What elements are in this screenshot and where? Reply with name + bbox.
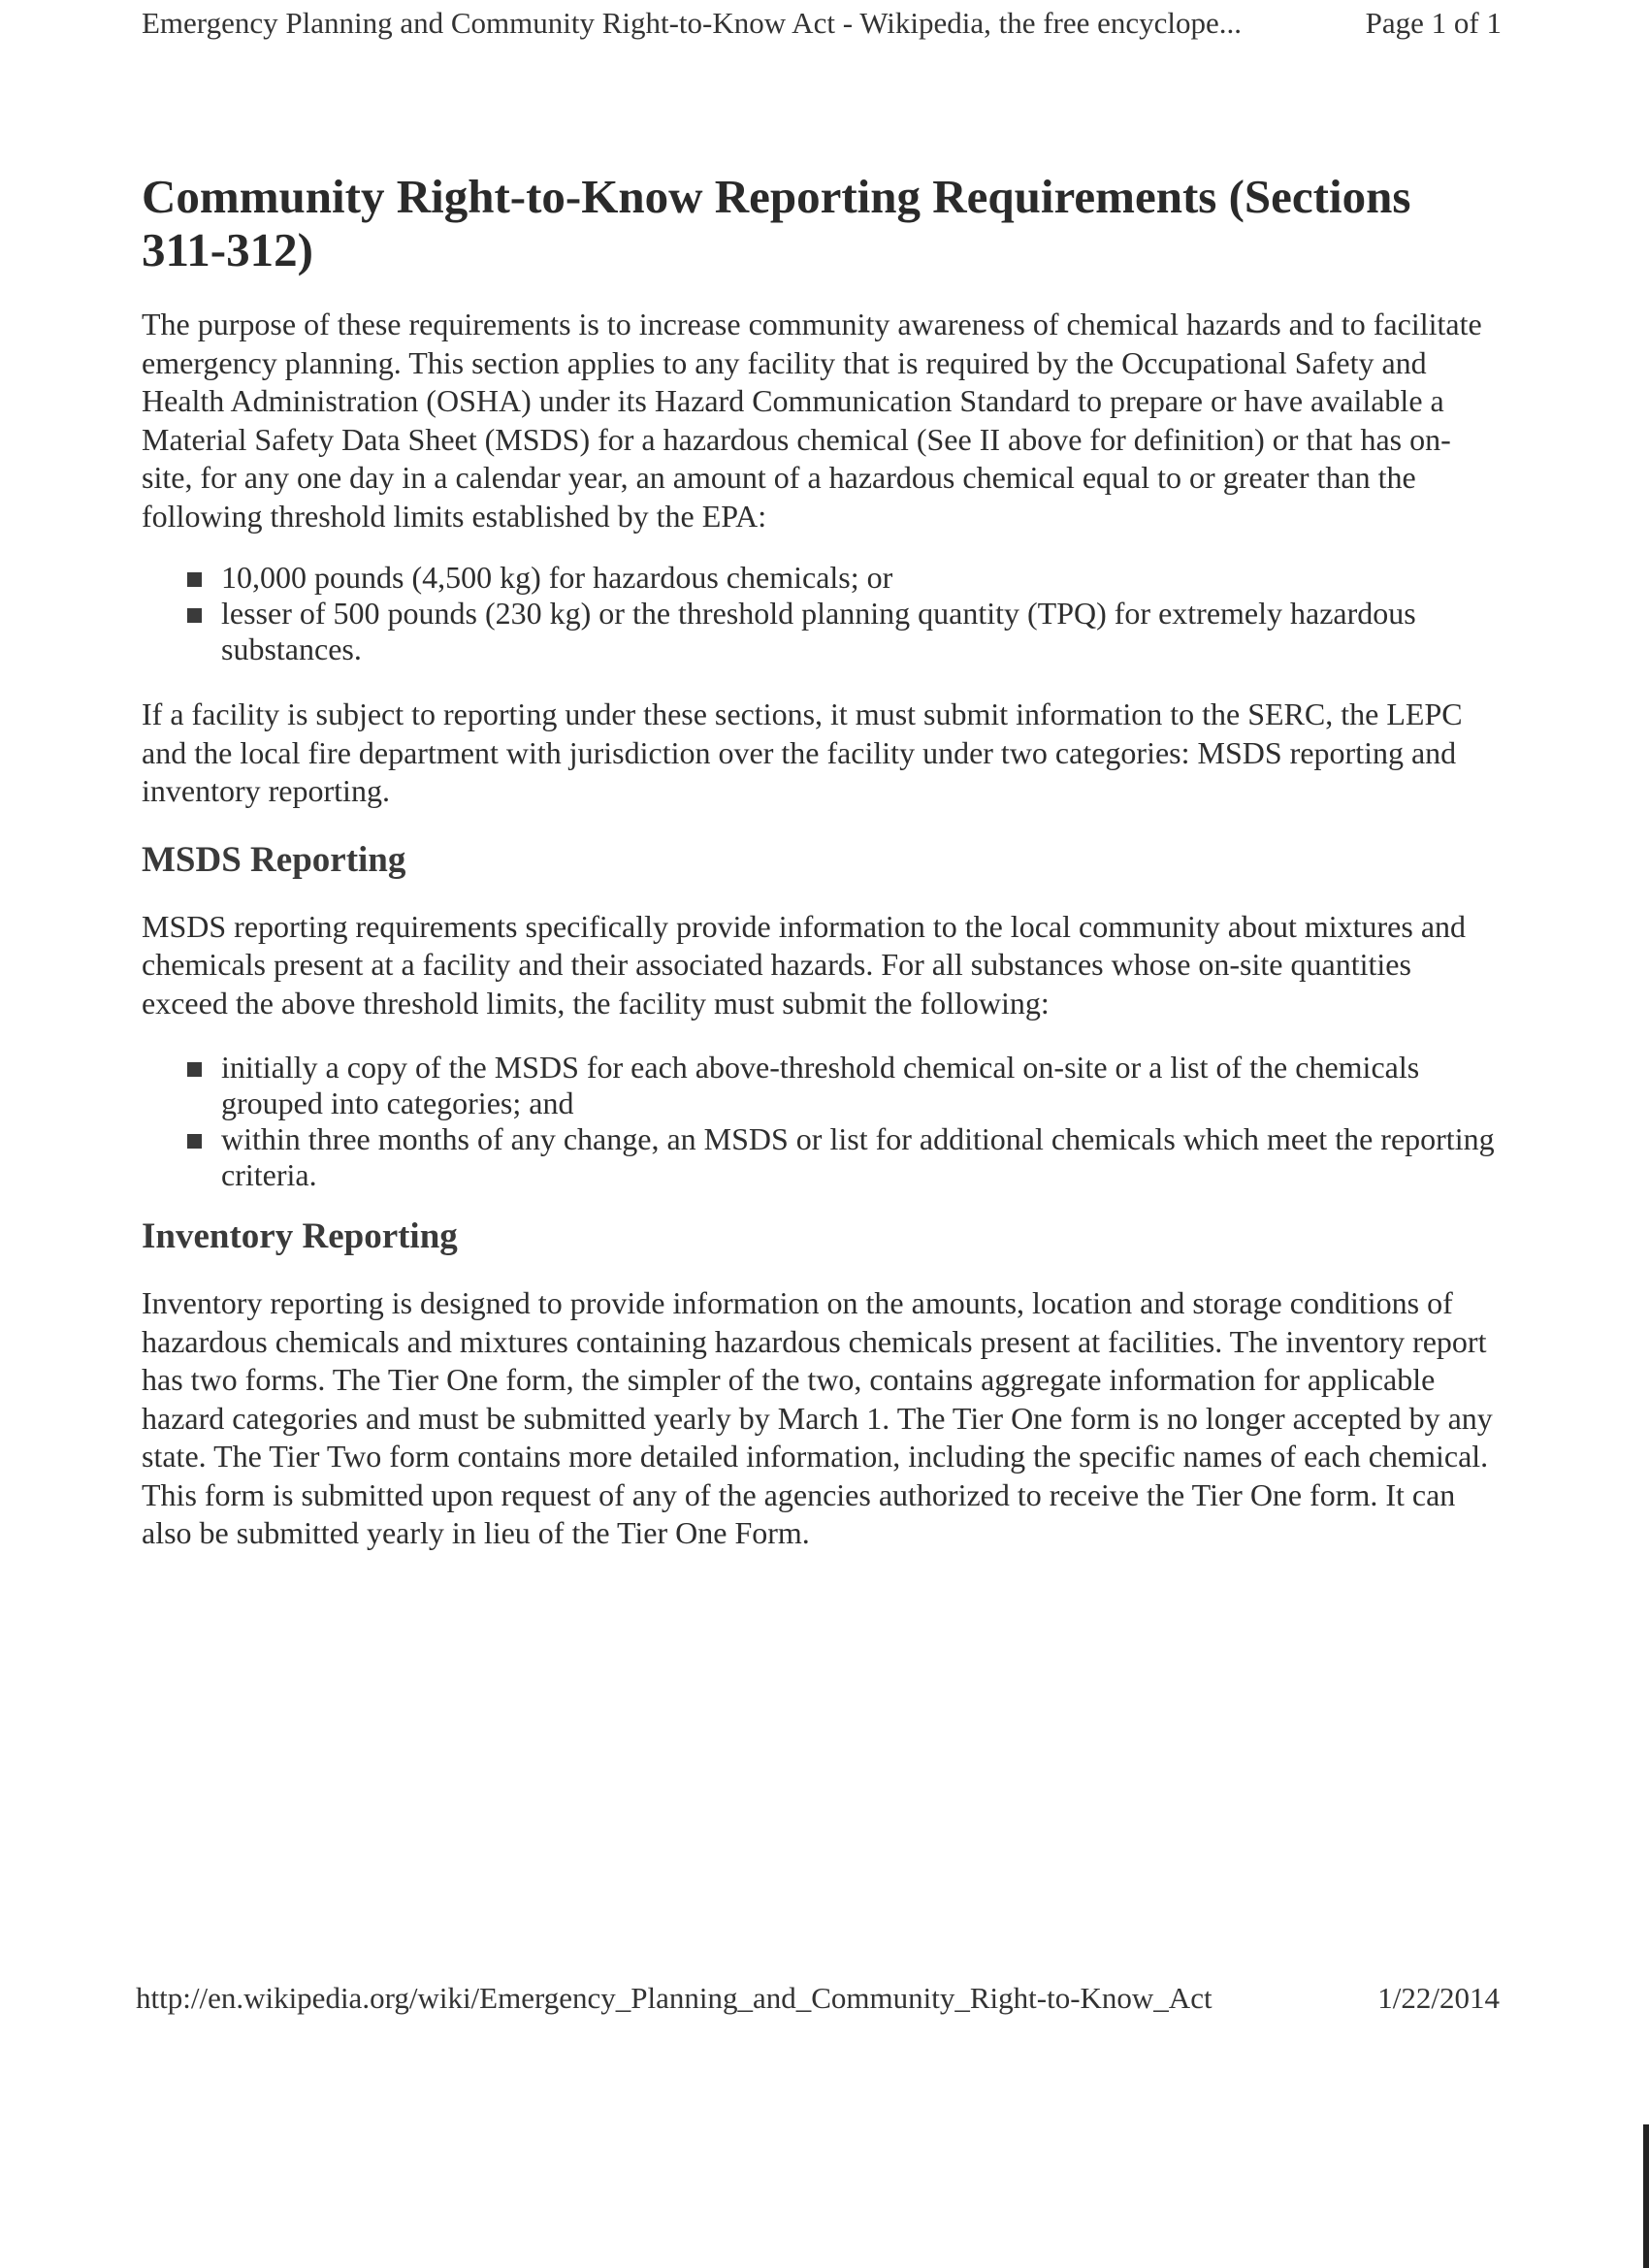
list-item (221, 1121, 1500, 1193)
list-item (221, 596, 1500, 667)
square-bullet-icon (187, 608, 202, 623)
square-bullet-icon (187, 572, 202, 587)
list-item-text: within three months of any change, an MSDS or list for additional chemicals which meet the reporting criteria. (221, 1121, 1495, 1192)
inventory-heading: Inventory Reporting (142, 1216, 458, 1256)
print-header (142, 0, 1502, 47)
square-bullet-icon (187, 1134, 202, 1149)
list-item-text: initially a copy of the MSDS for each above-threshold chemical on-site or a list of the chemicals grouped into categories; and (221, 1050, 1420, 1120)
msds-list (142, 1050, 1500, 1193)
header-title: Emergency Planning and Community Right-to-Know Act - Wikipedia, the free encyclope... (142, 6, 1243, 40)
inventory-paragraph: Inventory reporting is designed to provide information on the amounts, location and storage conditions of hazardous chemicals and mixtures containing hazardous chemicals present at facilities. The inventory report has two forms. The Tier One form, the simpler of the two, contains aggregate information for applicable hazard categories and must be submitted yearly by March 1. The Tier One form is no longer accepted by any state. The Tier Two form contains more detailed information, including the specific names of each chemical. This form is submitted upon request of any of the agencies authorized to receive the Tier One form. It can also be submitted yearly in lieu of the Tier One Form. (142, 1285, 1493, 1550)
article-title: Community Right-to-Know Reporting Requirements (Sections 311-312) (142, 170, 1411, 276)
msds-heading: MSDS Reporting (142, 839, 406, 880)
square-bullet-icon (187, 1062, 202, 1077)
intro-paragraph: The purpose of these requirements is to increase community awareness of chemical hazards and to facilitate emergency planning. This section applies to any facility that is required by the Occupational Safety and Health Administration (OSHA) under its Hazard Communication Standard to prepare or have available a Material Safety Data Sheet (MSDS) for a hazardous chemical (See II above for definition) or that has on-site, for any one day in a calendar year, an amount of a hazardous chemical equal to or greater than the following threshold limits established by the EPA: (142, 307, 1482, 534)
article-content (142, 170, 1500, 1553)
footer-url: http://en.wikipedia.org/wiki/Emergency_Planning_and_Community_Right-to-Know_Act (136, 1981, 1212, 2015)
list-item-text: lesser of 500 pounds (230 kg) or the threshold planning quantity (TPQ) for extremely hazardous substances. (221, 596, 1416, 666)
scan-edge-mark (1643, 2124, 1649, 2268)
threshold-list (142, 560, 1500, 667)
reporting-paragraph: If a facility is subject to reporting under these sections, it must submit information to the SERC, the LEPC and the local fire department with jurisdiction over the facility under two categories: MSDS reporting and inventory reporting. (142, 697, 1463, 808)
list-item (221, 1050, 1500, 1121)
footer-date: 1/22/2014 (1377, 1981, 1500, 2015)
list-item (221, 560, 1500, 596)
list-item-text: 10,000 pounds (4,500 kg) for hazardous chemicals; or (221, 560, 893, 595)
msds-paragraph: MSDS reporting requirements specifically provide information to the local community about mixtures and chemicals present at a facility and their associated hazards. For all substances whose on-site quantities exceed the above threshold limits, the facility must submit the following: (142, 908, 1467, 1021)
header-page-number: Page 1 of 1 (1365, 6, 1502, 40)
print-footer (136, 1979, 1500, 2018)
